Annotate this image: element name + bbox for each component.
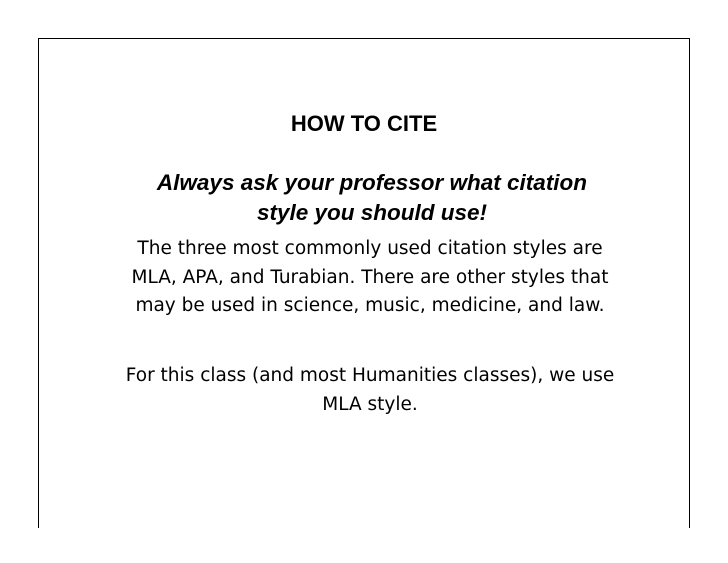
paragraph-line: MLA, APA, and Turabian. There are other styles that [131,266,609,288]
paragraph-line: MLA style. [322,393,418,415]
paragraph-line: may be used in science, music, medicine, and law. [135,295,605,316]
class-style-paragraph [96,362,644,419]
reminder-line: style you should use! [256,200,488,225]
reminder-line: Always ask your professor what citation [156,170,588,195]
professor-reminder [96,168,648,228]
paragraph-line: For this class (and most Humanities classes), we use [125,365,615,386]
paragraph-line: The three most commonly used citation styles are [137,238,603,259]
slide-title: HOW TO CITE [290,111,438,136]
citation-styles-paragraph [96,235,644,321]
